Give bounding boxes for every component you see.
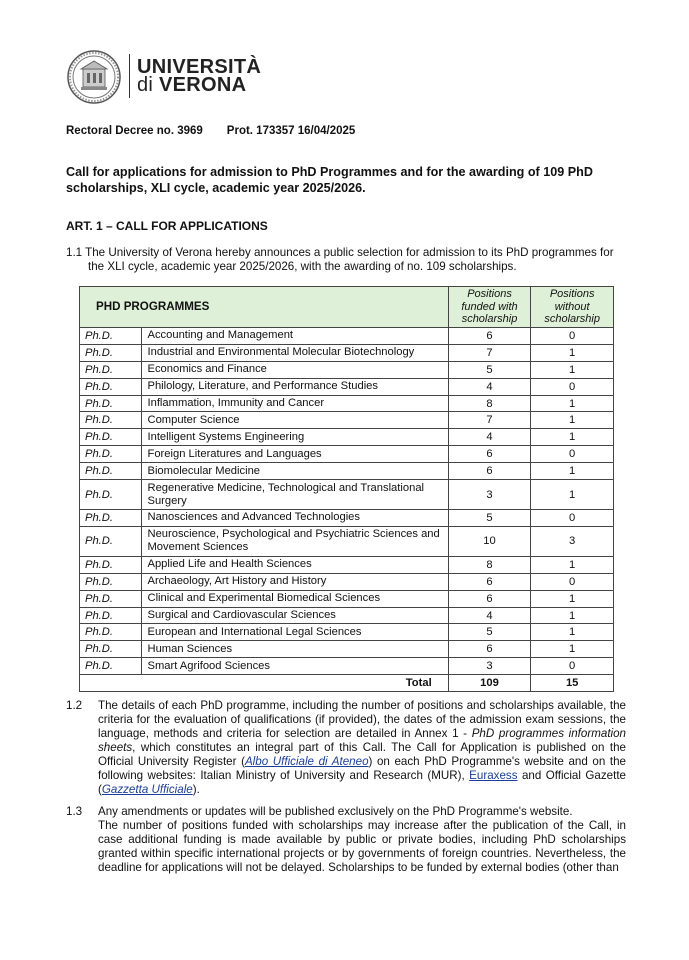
programme-type: Ph.D. <box>80 412 142 429</box>
table-row <box>80 607 614 624</box>
positions-funded: 3 <box>448 480 531 510</box>
programme-name: Human Sciences <box>142 641 448 658</box>
positions-funded: 6 <box>448 590 531 607</box>
p12-text-e: ). <box>192 783 200 796</box>
p12-text-d: and Official Gazette ( <box>98 769 626 796</box>
p13-line1: Any amendments or updates will be published exclusively on the PhD Programme's website. <box>98 805 573 818</box>
decree-line <box>66 125 355 137</box>
programme-name: Neuroscience, Psychological and Psychiatric Sciences and Movement Sciences <box>142 526 448 556</box>
table-row <box>80 641 614 658</box>
table-row <box>80 395 614 412</box>
positions-without: 0 <box>531 328 614 345</box>
programme-name: Economics and Finance <box>142 361 448 378</box>
positions-without: 0 <box>531 446 614 463</box>
positions-funded: 4 <box>448 429 531 446</box>
p13-body: The number of positions funded with scholarships may increase after the publication of the Call, in case additional funding is made available by public or private bodies, including PhD scholarships granted within specific international projects or by governments of foreign countries. Nevertheless, the deadline for applications will not be delayed. Scholarships to be funded by external bodies (other than <box>98 819 626 874</box>
programme-name: Smart Agrifood Sciences <box>142 658 448 675</box>
positions-without: 3 <box>531 526 614 556</box>
table-row <box>80 556 614 573</box>
positions-funded: 6 <box>448 641 531 658</box>
university-name-city: VERONA <box>159 74 247 96</box>
programme-type: Ph.D. <box>80 361 142 378</box>
positions-funded: 8 <box>448 556 531 573</box>
positions-funded: 8 <box>448 395 531 412</box>
positions-funded: 5 <box>448 624 531 641</box>
positions-without: 0 <box>531 658 614 675</box>
total-funded: 109 <box>448 675 531 692</box>
positions-without: 1 <box>531 556 614 573</box>
table-total-row <box>80 675 614 692</box>
article-title: ART. 1 – CALL FOR APPLICATIONS <box>66 219 268 233</box>
positions-without: 1 <box>531 412 614 429</box>
programme-name: European and International Legal Sciences <box>142 624 448 641</box>
p12-text-c: ) on each PhD Programme's website and on the following websites: Italian Ministry of University and Research (MUR), <box>98 755 626 782</box>
euraxess-link[interactable]: Euraxess <box>469 769 518 782</box>
programme-name: Inflammation, Immunity and Cancer <box>142 395 448 412</box>
table-row <box>80 658 614 675</box>
programme-type: Ph.D. <box>80 429 142 446</box>
paragraph-1-1 <box>66 246 626 274</box>
positions-funded: 4 <box>448 607 531 624</box>
paragraph-1-3-text <box>98 805 626 875</box>
programme-type: Ph.D. <box>80 378 142 395</box>
paragraph-1-3 <box>66 805 626 875</box>
programme-name: Foreign Literatures and Languages <box>142 446 448 463</box>
positions-without: 1 <box>531 429 614 446</box>
programme-name: Regenerative Medicine, Technological and Translational Surgery <box>142 480 448 510</box>
programme-name: Industrial and Environmental Molecular Biotechnology <box>142 344 448 361</box>
programme-type: Ph.D. <box>80 344 142 361</box>
protocol-number: Prot. 173357 16/04/2025 <box>226 125 356 137</box>
positions-without: 1 <box>531 361 614 378</box>
table-row <box>80 624 614 641</box>
positions-funded: 5 <box>448 510 531 527</box>
programme-name: Computer Science <box>142 412 448 429</box>
programme-name: Intelligent Systems Engineering <box>142 429 448 446</box>
call-title: Call for applications for admission to PhD Programmes and for the awarding of 109 PhD scholarships, XLI cycle, academic year 2025/2026. <box>66 165 593 195</box>
paragraph-1-1-line1: 1.1 The University of Verona hereby announces a public selection for admission to its PhD programmes for <box>66 246 614 259</box>
positions-without: 0 <box>531 378 614 395</box>
programme-type: Ph.D. <box>80 463 142 480</box>
p12-text-a: The details of each PhD programme, including the number of positions and scholarships available, the criteria for the evaluation of qualifications (if provided), the dates of the admission exam sessions, the language, methods and criteria for selection are detailed in Annex 1 - <box>98 699 626 740</box>
programme-type: Ph.D. <box>80 556 142 573</box>
table-row <box>80 378 614 395</box>
programme-name: Archaeology, Art History and History <box>142 573 448 590</box>
positions-funded: 5 <box>448 361 531 378</box>
university-name-line2 <box>137 76 261 94</box>
programme-type: Ph.D. <box>80 480 142 510</box>
table-header-row <box>80 287 614 328</box>
university-name-line1: UNIVERSITÀ <box>137 56 262 78</box>
positions-without: 1 <box>531 395 614 412</box>
total-label: Total <box>142 675 448 692</box>
programme-type: Ph.D. <box>80 510 142 527</box>
positions-funded: 3 <box>448 658 531 675</box>
university-name <box>137 58 261 94</box>
table-row <box>80 463 614 480</box>
albo-ufficiale-link[interactable]: Albo Ufficiale di Ateneo <box>244 755 369 768</box>
programme-type: Ph.D. <box>80 328 142 345</box>
positions-funded: 7 <box>448 344 531 361</box>
programme-type: Ph.D. <box>80 658 142 675</box>
table-row <box>80 446 614 463</box>
positions-funded: 6 <box>448 328 531 345</box>
table-row <box>80 573 614 590</box>
positions-funded: 10 <box>448 526 531 556</box>
paragraph-1-2-index: 1.2 <box>66 699 83 712</box>
programme-name: Clinical and Experimental Biomedical Sciences <box>142 590 448 607</box>
programme-type: Ph.D. <box>80 641 142 658</box>
table-row <box>80 344 614 361</box>
logo-divider <box>129 54 130 98</box>
header-without: Positions without scholarship <box>531 287 614 328</box>
positions-funded: 7 <box>448 412 531 429</box>
table-row <box>80 510 614 527</box>
programme-type: Ph.D. <box>80 607 142 624</box>
positions-without: 1 <box>531 480 614 510</box>
positions-funded: 4 <box>448 378 531 395</box>
positions-without: 1 <box>531 641 614 658</box>
table-row <box>80 361 614 378</box>
table-row <box>80 480 614 510</box>
table-row <box>80 590 614 607</box>
programme-type: Ph.D. <box>80 624 142 641</box>
positions-without: 0 <box>531 510 614 527</box>
programme-name: Surgical and Cardiovascular Sciences <box>142 607 448 624</box>
paragraph-1-2-text <box>98 699 626 797</box>
gazzetta-ufficiale-link[interactable]: Gazzetta Ufficiale <box>101 783 193 796</box>
positions-without: 1 <box>531 607 614 624</box>
header-programmes: PHD PROGRAMMES <box>80 287 449 328</box>
university-name-prefix: di <box>137 74 154 96</box>
phd-programmes-table <box>79 286 614 692</box>
paragraph-1-1-line2: the XLI cycle, academic year 2025/2026, with the awarding of no. 109 scholarships. <box>88 260 517 273</box>
decree-number: Rectoral Decree no. 3969 <box>66 125 203 137</box>
header-funded: Positions funded with scholarship <box>448 287 531 328</box>
programme-name: Applied Life and Health Sciences <box>142 556 448 573</box>
total-blank-cell <box>80 675 142 692</box>
table-row <box>80 328 614 345</box>
programme-name: Accounting and Management <box>142 328 448 345</box>
positions-without: 1 <box>531 463 614 480</box>
positions-funded: 6 <box>448 573 531 590</box>
programme-name: Philology, Literature, and Performance Studies <box>142 378 448 395</box>
p12-text-b: , which constitutes an integral part of this Call. The Call for Application is published on the Official University Register ( <box>98 741 626 768</box>
programme-type: Ph.D. <box>80 446 142 463</box>
total-without: 15 <box>531 675 614 692</box>
table-row <box>80 412 614 429</box>
programme-type: Ph.D. <box>80 573 142 590</box>
table-row <box>80 429 614 446</box>
programme-type: Ph.D. <box>80 395 142 412</box>
annex-title: PhD programmes information sheets <box>98 727 627 754</box>
paragraph-1-2 <box>66 699 626 797</box>
positions-without: 1 <box>531 590 614 607</box>
positions-funded: 6 <box>448 446 531 463</box>
table-row <box>80 526 614 556</box>
programme-name: Biomolecular Medicine <box>142 463 448 480</box>
positions-funded: 6 <box>448 463 531 480</box>
positions-without: 1 <box>531 344 614 361</box>
positions-without: 0 <box>531 573 614 590</box>
programme-type: Ph.D. <box>80 590 142 607</box>
programme-name: Nanosciences and Advanced Technologies <box>142 510 448 527</box>
positions-without: 1 <box>531 624 614 641</box>
programme-type: Ph.D. <box>80 526 142 556</box>
university-seal-icon <box>66 49 122 105</box>
paragraph-1-3-index: 1.3 <box>66 805 83 818</box>
